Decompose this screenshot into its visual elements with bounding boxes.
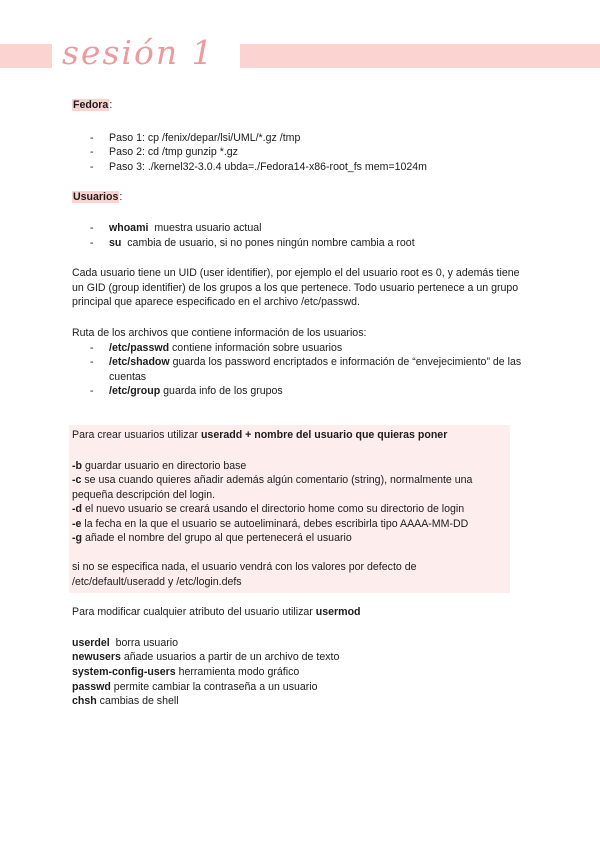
- files-intro: Ruta de los archivos que contiene información de los usuarios:: [72, 326, 367, 339]
- useradd-option: -d el nuevo usuario se creará usando el directorio home como su directorio de login: [72, 503, 465, 516]
- list-item: - /etc/shadow guarda los password encriptados e información de “envejecimiento” de las cuentas: [90, 356, 522, 383]
- other-commands: [72, 636, 524, 709]
- useradd-option: -c se usa cuando quieres añadir además algún comentario (string), normalmente una pequeña descripción del login.: [72, 474, 473, 501]
- list-item: chsh cambias de shell: [72, 695, 179, 708]
- useradd-option: -b guardar usuario en directorio base: [72, 459, 247, 472]
- list-item: - Paso 2: cd /tmp gunzip *.gz: [90, 146, 238, 159]
- list-item: passwd permite cambiar la contraseña a un usuario: [72, 680, 318, 693]
- usuarios-heading: Usuarios:: [73, 191, 123, 204]
- list-item: - su cambia de usuario, si no pones ningún nombre cambia a root: [90, 236, 415, 249]
- uid-paragraph: Cada usuario tiene un UID (user identifier), por ejemplo el del usuario root es 0, y además tiene un GID (group identifier) de los grupos a los que pertenece. Todo usuario pertenece a un grupo principal que aparece especificado en el archivo /etc/passwd.: [72, 267, 520, 309]
- list-item: newusers añade usuarios a partir de un archivo de texto: [72, 651, 340, 664]
- useradd-option: -e la fecha en la que el usuario se autoeliminará, debes escribirla tipo AAAA-MM-DD: [72, 517, 469, 530]
- usuarios-commands: [72, 221, 524, 250]
- list-item: - /etc/passwd contiene información sobre usuarios: [90, 341, 343, 354]
- title-band-left: [0, 44, 52, 68]
- list-item: - Paso 3: ./kernel32-3.0.4 ubda=./Fedora14-x86-root_fs mem=1024m: [90, 160, 427, 173]
- list-item: userdel borra usuario: [72, 636, 178, 649]
- files-list: [72, 341, 524, 399]
- document-body: [72, 98, 524, 709]
- list-item: - /etc/group guarda info de los grupos: [90, 385, 283, 398]
- title-band-right: [240, 44, 600, 68]
- usermod-intro: Para modificar cualquier atributo del usuario utilizar usermod: [72, 606, 361, 619]
- useradd-option: -g añade el nombre del grupo al que pertenecerá el usuario: [72, 532, 352, 545]
- fedora-heading: Fedora:: [73, 99, 113, 111]
- useradd-default-note: si no se especifica nada, el usuario vendrá con los valores por defecto de /etc/default/useradd y /etc/login.defs: [72, 561, 417, 588]
- list-item: - whoami muestra usuario actual: [90, 221, 262, 234]
- useradd-intro: Para crear usuarios utilizar useradd + nombre del usuario que quieras poner: [72, 428, 448, 441]
- list-item: - Paso 1: cp /fenix/depar/lsi/UML/*.gz /tmp: [90, 131, 301, 144]
- fedora-steps: [72, 131, 524, 175]
- list-item: system-config-users herramienta modo gráfico: [72, 666, 300, 679]
- useradd-box: [69, 425, 510, 593]
- page-title: sesión 1: [62, 33, 215, 72]
